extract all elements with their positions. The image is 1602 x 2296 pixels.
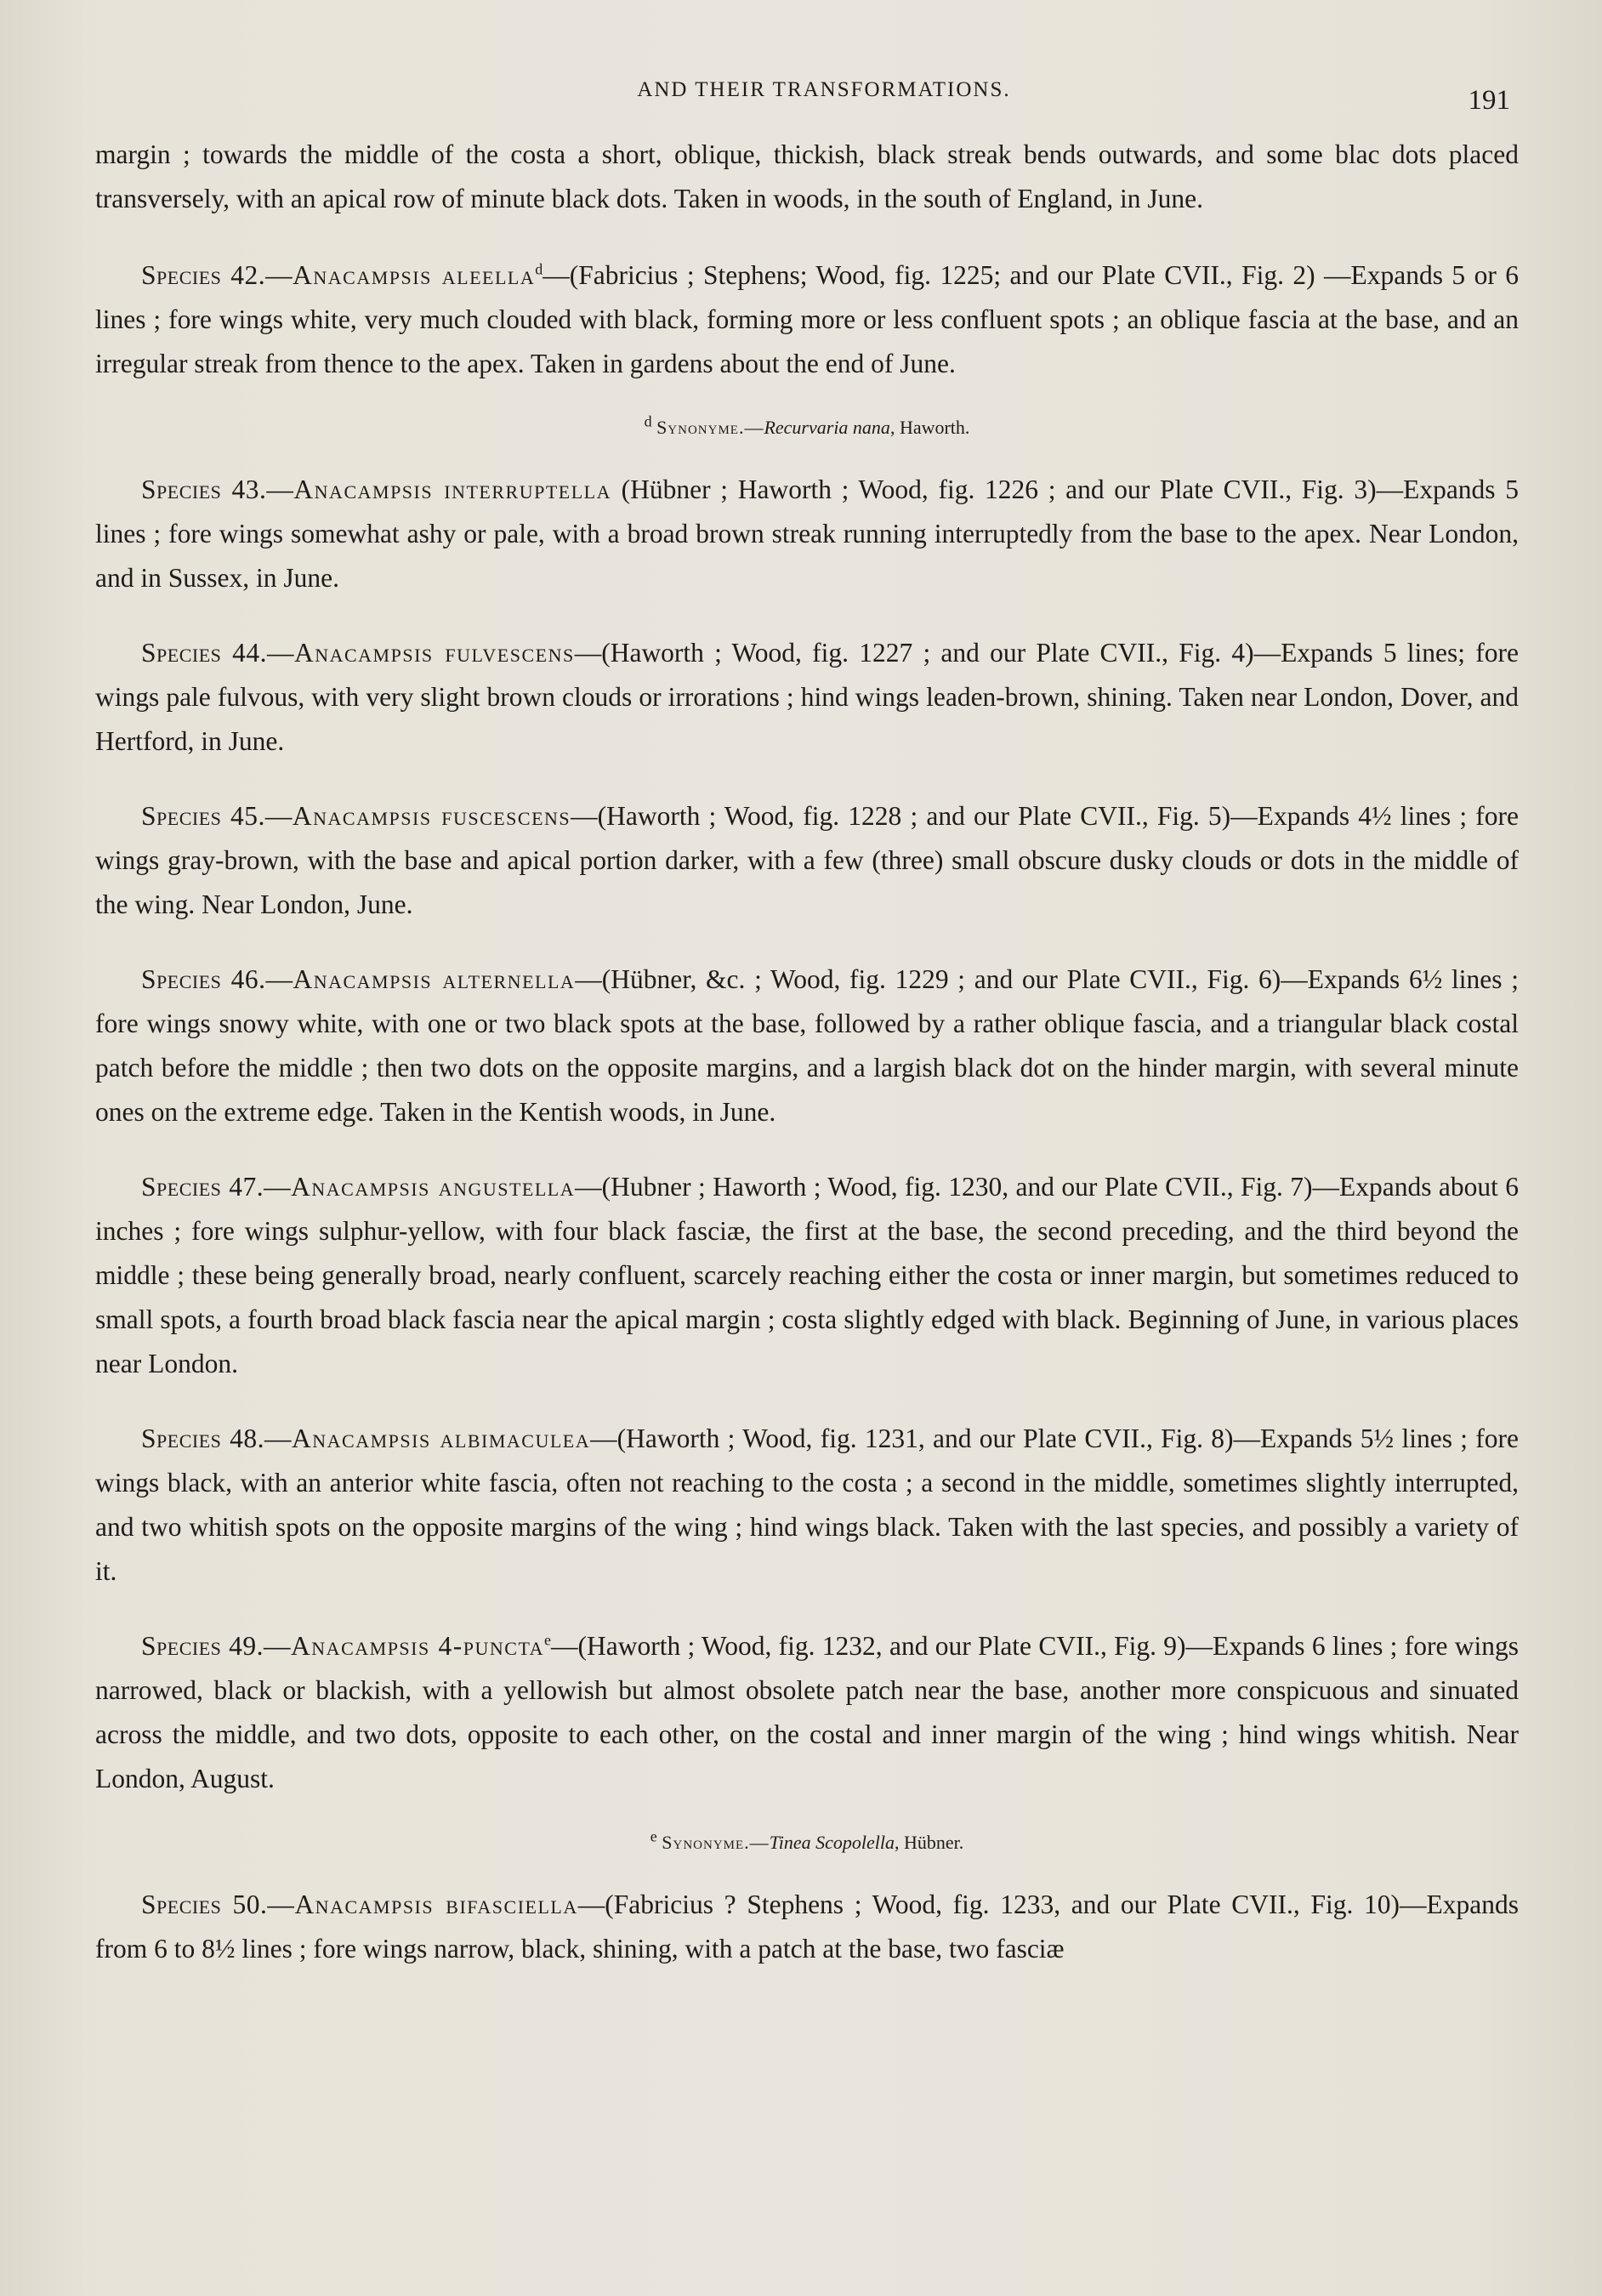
taxon-name: Anacampsis aleella [293,260,536,290]
synonym-name: Tinea Scopolella [769,1832,895,1853]
species-entry-48 [95,1417,1519,1594]
footnote-synonym: $^d$ Synonyme.—Recurvaria nana, Haworth. [644,412,970,438]
page-number: 191 [1468,85,1510,116]
footnote-label: Synonyme.— [656,417,764,438]
species-entry-43 [95,468,1519,600]
species-description: —(Haworth ; Wood, fig. 1228 ; and our Plate CVII., Fig. 5)—Expands 4½ lines ; fore wings gray-brown, with the base and apical portion darker, with a few (three) small obscure dusky clouds or dots in the middle of the wing. Near London, June. [95,801,1519,919]
species-description: —(Fabricius ; Stephens; Wood, fig. 1225; and our Plate CVII., Fig. 2) —Expands 5 or 6 lines ; fore wings white, very much clouded with black, forming more or less confluent spots ; an oblique fascia at the base, and an irregular streak from thence to the apex. Taken in gardens about the end of June. [95,260,1519,378]
species-label: Species 46.—Anacampsis alternella [141,964,576,994]
synonym-authority: , Hübner. [894,1832,964,1853]
species-entry-49 [95,1624,1519,1801]
taxon-name: Anacampsis 4-puncta [291,1631,545,1661]
running-head: AND THEIR TRANSFORMATIONS. [637,78,1011,101]
page-body [95,100,1519,1971]
taxon-name: Anacampsis albimaculea [292,1424,591,1453]
species-entry-42 [95,253,1519,386]
species-entry-44 [95,631,1519,764]
species-description: —(Hübner, &c. ; Wood, fig. 1229 ; and our Plate CVII., Fig. 6)—Expands 6½ lines ; fore wings snowy white, with one or two black spots at the base, followed by a rather oblique fascia, and a triangular black costal patch before the middle ; then two dots on the opposite margins, and a largish black dot on the hinder margin, with several minute ones on the extreme edge. Taken in the Kentish woods, in June. [95,964,1519,1127]
species-entry-45 [95,794,1519,927]
species-description: (Hübner ; Haworth ; Wood, fig. 1226 ; and our Plate CVII., Fig. 3)—Expands 5 lines ; fore wings somewhat ashy or pale, with a broad brown streak running interruptedly from the base to the apex. Near London, and in Sussex, in June. [95,475,1519,593]
taxon-name: Anacampsis angustella [291,1172,576,1202]
intro-text: margin ; towards the middle of the costa a short, oblique, thickish, black streak bends outwards, and some blac dots placed transversely, with an apical row of minute black dots. Taken in woods, in the south of England, in June. [95,139,1519,213]
species-entry-46 [95,958,1519,1134]
footnote-label: Synonyme.— [662,1832,770,1853]
species-label: Species 47.—Anacampsis angustella [141,1172,576,1202]
intro-paragraph [95,133,1519,221]
species-label: Species 45.—Anacampsis fuscescens [141,801,571,831]
synonym-name: Recurvaria nana [764,417,890,438]
species-description: —(Haworth ; Wood, fig. 1227 ; and our Plate CVII., Fig. 4)—Expands 5 lines; fore wings pale fulvous, with very slight brown clouds or irrorations ; hind wings leaden-brown, shining. Taken near London, Dover, and Hertford, in June. [95,638,1519,756]
taxon-name: Anacampsis alternella [293,964,576,994]
species-entry-47 [95,1165,1519,1386]
footnote-mark: d [535,260,543,278]
species-label: Species 48.—Anacampsis albimaculea [141,1424,591,1453]
species-description: —(Fabricius ? Stephens ; Wood, fig. 1233, and our Plate CVII., Fig. 10)—Expands from 6 to 8½ lines ; fore wings narrow, black, shining, with a patch at the base, two fasciæ [95,1890,1519,1964]
taxon-name: Anacampsis bifasciella [294,1890,578,1919]
species-label: Species 49.—Anacampsis 4-puncta [141,1631,545,1661]
species-entry-50 [95,1883,1519,1971]
species-label: Species 50.—Anacampsis bifasciella [141,1890,578,1919]
species-label: Species 42.—Anacampsis aleella [141,260,536,290]
footnote-synonym: $^e$ Synonyme.—Tinea Scopolella, Hübner. [650,1827,964,1853]
species-label: Species 43.—Anacampsis interruptella [141,475,611,504]
species-description: —(Haworth ; Wood, fig. 1232, and our Plate CVII., Fig. 9)—Expands 6 lines ; fore wings narrowed, black or blackish, with a yellowish but almost obsolete patch near the base, another more conspicuous and sinuated across the middle, and two dots, opposite to each other, on the costal and inner margin of the wing ; hind wings whitish. Near London, August. [95,1631,1519,1793]
page-header [95,0,1519,116]
taxon-name: Anacampsis fulvescens [293,638,575,668]
footnote-mark: e [544,1631,552,1649]
taxon-name: Anacampsis fuscescens [292,801,571,831]
taxon-name: Anacampsis interruptella [293,475,611,504]
species-description: —(Hubner ; Haworth ; Wood, fig. 1230, and our Plate CVII., Fig. 7)—Expands about 6 inches ; fore wings sulphur-yellow, with four black fasciæ, the first at the base, the second preceding, and the third beyond the middle ; these being generally broad, nearly confluent, scarcely reaching either the costa or inner margin, but sometimes reduced to small spots, a fourth broad black fascia near the apical margin ; costa slightly edged with black. Beginning of June, in various places near London. [95,1172,1520,1378]
species-label: Species 44.—Anacampsis fulvescens [141,638,575,668]
species-description: —(Haworth ; Wood, fig. 1231, and our Plate CVII., Fig. 8)—Expands 5½ lines ; fore wings black, with an anterior white fascia, often not reaching to the costa ; a second in the middle, sometimes slightly interrupted, and two whitish spots on the opposite margins of the wing ; hind wings black. Taken with the last species, and possibly a variety of it. [95,1424,1519,1586]
synonym-authority: , Haworth. [889,417,970,438]
